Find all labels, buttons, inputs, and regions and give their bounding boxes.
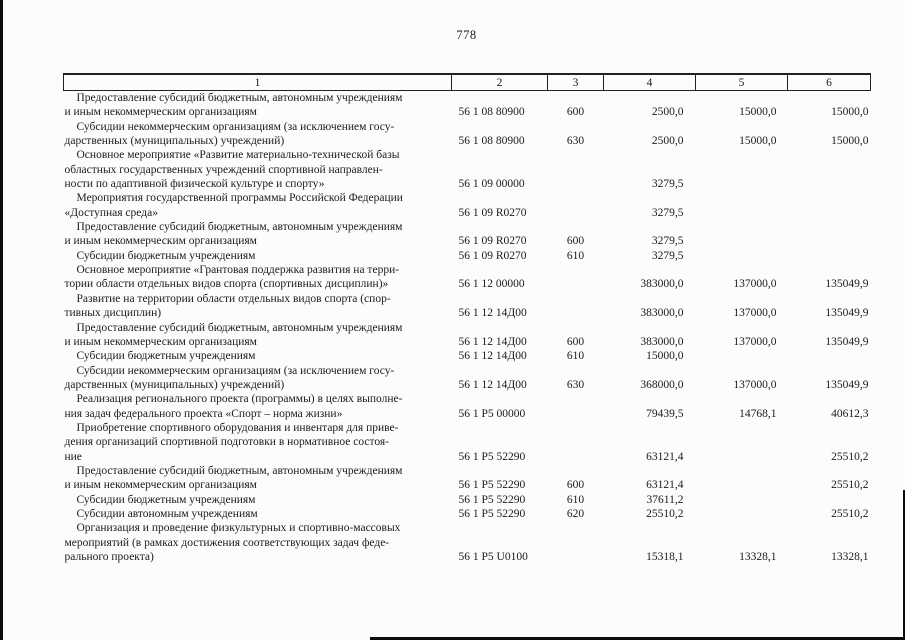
- row-budget-code: 56 1 09 00000: [458, 178, 525, 191]
- row-budget-code: 56 1 12 14Д00: [458, 378, 527, 391]
- table-row: [64, 321, 871, 350]
- row-description: Субсидии бюджетным учреждениям: [76, 493, 256, 506]
- row-amount-col6: [788, 249, 871, 263]
- table-header: [64, 74, 871, 91]
- row-description: Предоставление субсидий бюджетным, автономным учреждениям и иным некоммерческим организациям: [64, 464, 403, 492]
- row-amount-col5: [696, 493, 788, 507]
- row-budget-code: 56 1 P5 52290: [458, 493, 526, 506]
- row-amount-col5: [696, 148, 788, 191]
- row-description: Основное мероприятие «Грантовая поддержка развития на терри- тории области отдельных видов спорта (спортивных дисциплин)»: [64, 264, 400, 291]
- row-amount-col5: [696, 220, 788, 249]
- row-amount-col6: 135049,9: [825, 278, 869, 291]
- scan-edge-left: [0, 0, 3, 640]
- row-amount-col6: [788, 148, 871, 191]
- row-amount-col4: 3279,5: [651, 249, 684, 262]
- table-row: [64, 521, 871, 564]
- table-row: [64, 91, 871, 120]
- row-amount-col4: 63121,4: [646, 450, 684, 463]
- row-amount-col4: 3279,5: [651, 206, 684, 219]
- table-row: [64, 220, 871, 249]
- row-amount-col6: 40612,3: [831, 407, 869, 420]
- column-header-4: 4: [604, 74, 696, 91]
- row-description: Субсидии некоммерческим организациям (за исключением госу- дарственных (муниципальных) учреждений): [64, 364, 395, 391]
- row-expense-type-code: 600: [566, 235, 585, 248]
- row-description: Мероприятия государственной программы Российской Федерации «Доступная среда»: [64, 192, 403, 219]
- row-budget-code: 56 1 08 80900: [458, 106, 525, 119]
- row-amount-col6: 25510,2: [831, 507, 869, 520]
- column-header-3: 3: [548, 74, 604, 91]
- row-description: Субсидии некоммерческим организациям (за исключением госу- дарственных (муниципальных) учреждений): [64, 120, 395, 148]
- row-budget-code: 56 1 08 80900: [458, 135, 525, 148]
- row-amount-col6: 15000,0: [831, 106, 869, 119]
- budget-table: [63, 73, 871, 564]
- row-amount-col4: 2500,0: [651, 106, 684, 119]
- row-amount-col5: 137000,0: [733, 278, 777, 291]
- row-amount-col4: 383000,0: [640, 278, 684, 291]
- row-budget-code: 56 1 P5 52290: [458, 507, 526, 520]
- table-row: [64, 120, 871, 149]
- page-number: 778: [456, 28, 477, 42]
- row-expense-type-code: 610: [566, 249, 585, 262]
- row-amount-col6: 13328,1: [831, 551, 869, 563]
- row-budget-code: 56 1 12 14Д00: [458, 335, 527, 348]
- row-budget-code: 56 1 09 R0270: [458, 235, 527, 248]
- row-expense-type-code: 630: [566, 135, 585, 148]
- row-amount-col6: 135049,9: [825, 335, 869, 348]
- column-header-1: 1: [64, 74, 452, 91]
- table-row: [64, 421, 871, 464]
- row-description: Организация и проведение физкультурных и спортивно-массовых мероприятий (в рамках достижения соответствующих задач феде- рального проекта): [64, 522, 401, 563]
- row-description: Субсидии бюджетным учреждениям: [76, 249, 256, 262]
- row-expense-type-code: 600: [566, 479, 585, 492]
- row-expense-type-code: [548, 148, 604, 191]
- row-amount-col4: 3279,5: [651, 235, 684, 248]
- row-amount-col4: 383000,0: [640, 335, 684, 348]
- row-budget-code: 56 1 09 R0270: [458, 249, 527, 262]
- row-amount-col4: 2500,0: [651, 135, 684, 148]
- row-amount-col5: 14768,1: [739, 407, 777, 420]
- table-body: [64, 91, 871, 565]
- row-description: Реализация регионального проекта (программы) в целях выполне- ния задач федерального проекта «Спорт – норма жизни»: [64, 393, 403, 420]
- table-row: [64, 364, 871, 393]
- row-amount-col6: 15000,0: [831, 135, 869, 148]
- row-description: Основное мероприятие «Развитие материально-технической базы областных государственных учреждений спортивной направлен- ности по адаптивной физической культуре и спорту»: [64, 149, 400, 191]
- row-amount-col4: 63121,4: [646, 479, 684, 492]
- row-amount-col4: 3279,5: [651, 178, 684, 191]
- row-amount-col6: 25510,2: [831, 450, 869, 463]
- table-row: [64, 392, 871, 421]
- row-amount-col4: 383000,0: [640, 307, 684, 320]
- row-description: Приобретение спортивного оборудования и инвентаря для приве- дения организаций спортивной подготовки в нормативное состоя- ние: [64, 421, 399, 463]
- table-row: [64, 349, 871, 363]
- row-expense-type-code: [548, 263, 604, 292]
- row-amount-col5: [696, 421, 788, 464]
- row-expense-type-code: 600: [566, 106, 585, 119]
- row-amount-col5: 15000,0: [739, 135, 777, 148]
- row-expense-type-code: [548, 191, 604, 220]
- row-budget-code: 56 1 P5 52290: [458, 450, 526, 463]
- row-expense-type-code: 610: [566, 493, 585, 506]
- row-budget-code: 56 1 09 R0270: [458, 206, 527, 219]
- table-row: [64, 507, 871, 521]
- row-description: Субсидии автономным учреждениям: [76, 507, 258, 520]
- row-expense-type-code: 620: [566, 507, 585, 520]
- table-row: [64, 493, 871, 507]
- row-amount-col4: 79439,5: [646, 407, 684, 420]
- column-header-5: 5: [696, 74, 788, 91]
- row-amount-col5: [696, 249, 788, 263]
- row-description: Предоставление субсидий бюджетным, автономным учреждениям и иным некоммерческим организациям: [64, 221, 403, 248]
- row-budget-code: 56 1 12 00000: [458, 278, 525, 291]
- column-header-6: 6: [788, 74, 871, 91]
- row-amount-col4: 37611,2: [646, 493, 684, 506]
- row-amount-col6: [788, 220, 871, 249]
- row-amount-col6: [788, 349, 871, 363]
- row-amount-col4: 15318,1: [646, 551, 684, 563]
- table-row: [64, 464, 871, 493]
- row-budget-code: 56 1 P5 52290: [458, 479, 526, 492]
- row-amount-col4: 25510,2: [646, 507, 684, 520]
- row-description: Предоставление субсидий бюджетным, автономным учреждениям и иным некоммерческим организациям: [64, 321, 403, 348]
- row-amount-col5: 137000,0: [733, 307, 777, 320]
- row-amount-col5: 13328,1: [739, 551, 777, 563]
- row-amount-col5: [696, 349, 788, 363]
- column-header-2: 2: [452, 74, 548, 91]
- row-expense-type-code: [548, 421, 604, 464]
- table-row: [64, 292, 871, 321]
- row-amount-col5: [696, 191, 788, 220]
- row-expense-type-code: [548, 392, 604, 421]
- row-amount-col5: 137000,0: [733, 335, 777, 348]
- row-expense-type-code: 630: [566, 378, 585, 391]
- table-row: [64, 263, 871, 292]
- row-amount-col6: 135049,9: [825, 378, 869, 391]
- row-expense-type-code: 600: [566, 335, 585, 348]
- row-description: Развитие на территории области отдельных видов спорта (спор- тивных дисциплин): [64, 292, 391, 320]
- row-budget-code: 56 1 P5 00000: [458, 407, 526, 420]
- table-header-row: [64, 74, 871, 91]
- row-amount-col6: [788, 493, 871, 507]
- row-expense-type-code: 610: [566, 350, 585, 363]
- row-amount-col5: 137000,0: [733, 378, 777, 391]
- row-amount-col5: [696, 464, 788, 493]
- row-amount-col6: [788, 191, 871, 220]
- row-description: Субсидии бюджетным учреждениям: [76, 350, 256, 363]
- row-expense-type-code: [548, 521, 604, 564]
- row-expense-type-code: [548, 292, 604, 321]
- row-budget-code: 56 1 P5 U0100: [458, 551, 528, 563]
- table-row: [64, 249, 871, 263]
- row-amount-col4: 15000,0: [646, 350, 684, 363]
- row-amount-col5: 15000,0: [739, 106, 777, 119]
- row-budget-code: 56 1 12 14Д00: [458, 350, 527, 363]
- row-amount-col6: 135049,9: [825, 307, 869, 320]
- row-amount-col6: 25510,2: [831, 479, 869, 492]
- row-amount-col5: [696, 507, 788, 521]
- row-amount-col4: 368000,0: [640, 378, 684, 391]
- row-budget-code: 56 1 12 14Д00: [458, 307, 527, 320]
- table-row: [64, 148, 871, 191]
- row-description: Предоставление субсидий бюджетным, автономным учреждениям и иным некоммерческим организациям: [64, 92, 403, 119]
- table-row: [64, 191, 871, 220]
